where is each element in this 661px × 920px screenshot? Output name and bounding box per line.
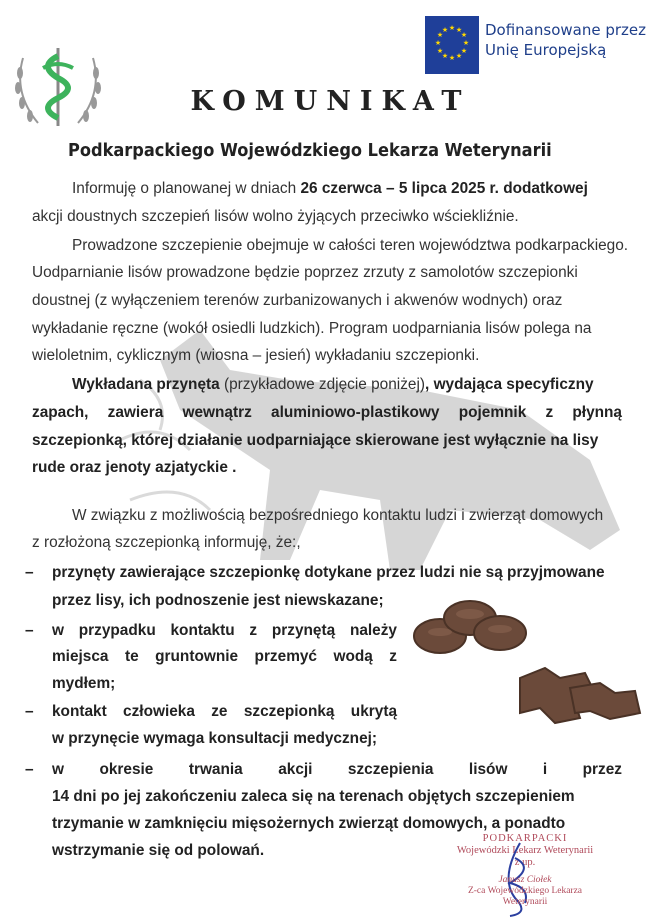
- bullet-4-line-2: 14 dni po jej zakończeniu zaleca się na terenach objętych szczepieniem: [52, 788, 575, 805]
- p2-line-3: doustnej (z wyłączeniem terenów zurbanizowanych i akwenów wodnych) oraz: [32, 292, 563, 309]
- bullet-dash-3: –: [25, 703, 34, 720]
- page-subtitle: Podkarpackiego Wojewódzkiego Lekarza Weterynarii: [68, 140, 552, 161]
- svg-text:★: ★: [436, 47, 444, 55]
- p3-line-3: szczepionką, której działanie uodparniające skierowane jest wyłącznie na lisy: [32, 432, 599, 449]
- svg-text:★: ★: [436, 31, 444, 39]
- p3-line-2: zapach, zawiera wewnątrz aluminiowo-plastikowy pojemnik z płynną: [32, 404, 622, 421]
- bullet-1-line-2: przez lisy, ich podnoszenie jest niewskazane;: [52, 592, 384, 609]
- svg-text:★: ★: [460, 47, 468, 55]
- svg-text:★: ★: [448, 24, 456, 32]
- bullet-3-line-2: w przynęcie wymaga konsultacji medycznej;: [52, 730, 378, 747]
- p3-photo-note: (przykładowe zdjęcie poniżej): [219, 376, 426, 393]
- svg-text:★: ★: [441, 52, 449, 60]
- eu-line-1: Dofinansowane przez: [485, 21, 647, 39]
- bullet-4-line-4: wstrzymanie się od polowań.: [52, 842, 265, 859]
- p4-line-2: z rozłożoną szczepionką informuję, że:,: [32, 534, 301, 551]
- p2-line-4: wykładanie ręczne (wokół osiedli ludzkich). Program uodparniania lisów polega na: [32, 320, 592, 337]
- bullet-1-line-1: przynęty zawierające szczepionkę dotykane przez ludzi nie są przyjmowane: [52, 564, 605, 581]
- svg-text:★: ★: [441, 26, 449, 34]
- eu-funding-text: [485, 20, 646, 60]
- bait-photo: [410, 598, 650, 728]
- bullet-2-line-2: miejsca te gruntownie przemyć wodą z: [52, 648, 397, 665]
- bullet-4-line-3: trzymanie w zamknięciu mięsożernych zwierząt domowych, a ponadto: [52, 815, 566, 832]
- stamp-line-1: PODKARPACKI: [482, 833, 568, 844]
- svg-text:★: ★: [434, 39, 442, 47]
- bullet-2-line-1: w przypadku kontaktu z przynętą należy: [52, 622, 397, 639]
- bullet-dash-2: –: [25, 622, 34, 639]
- eu-line-2: Unię Europejską: [485, 41, 607, 59]
- svg-text:★: ★: [462, 39, 470, 47]
- bullet-dash-4: –: [25, 761, 34, 778]
- bullet-4-line-1: w okresie trwania akcji szczepienia lisów i przez: [52, 761, 622, 778]
- p3-bold-tail: , wydająca specyficzny: [425, 376, 594, 393]
- p1-lead: Informuję o planowanej w dniach: [72, 180, 301, 197]
- p1-dates: 26 czerwca – 5 lipca 2025 r. dodatkowej: [300, 180, 588, 197]
- p2-line-2: Uodparnianie lisów prowadzone będzie poprzez zrzuty z samolotów szczepionki: [32, 264, 578, 281]
- svg-text:★: ★: [455, 52, 463, 60]
- p3-line-4: rude oraz jenoty azjatyckie .: [32, 459, 237, 476]
- eu-flag-icon: [425, 16, 479, 74]
- signatory: [445, 875, 605, 908]
- signatory-role: Z-ca Wojewódzkiego Lekarza Weterynarii: [467, 886, 583, 907]
- signatory-name: Janusz Ciołek: [498, 875, 552, 885]
- bullet-3-line-1: kontakt człowieka ze szczepionką ukrytą: [52, 703, 397, 720]
- p1-line-1: [72, 180, 588, 198]
- bullet-2-line-3: mydłem;: [52, 675, 116, 692]
- p1-line-2: akcji doustnych szczepień lisów wolno żyjących przeciwko wściekliźnie.: [32, 208, 519, 225]
- p2-line-1: Prowadzone szczepienie obejmuje w całości teren województwa podkarpackiego.: [72, 237, 629, 254]
- p2-line-5: wieloletnim, cyklicznym (wiosna – jesień) wykładaniu szczepionki.: [32, 347, 480, 364]
- fox-background-image: [120, 300, 640, 600]
- svg-text:★: ★: [460, 31, 468, 39]
- page-title: KOMUNIKAT: [190, 86, 471, 117]
- stamp-line-3: z up.: [514, 857, 536, 868]
- svg-text:★: ★: [448, 54, 456, 62]
- p4-line-1: W związku z możliwością bezpośredniego kontaktu ludzi i zwierząt domowych: [72, 507, 604, 524]
- p3-bait-label: Wykładana przynęta: [72, 376, 220, 393]
- bullet-dash-1: –: [25, 564, 34, 581]
- stamp-line-2: Wojewódzki Lekarz Weterynarii: [456, 845, 594, 856]
- p3-line-1: [72, 376, 594, 394]
- svg-text:★: ★: [455, 26, 463, 34]
